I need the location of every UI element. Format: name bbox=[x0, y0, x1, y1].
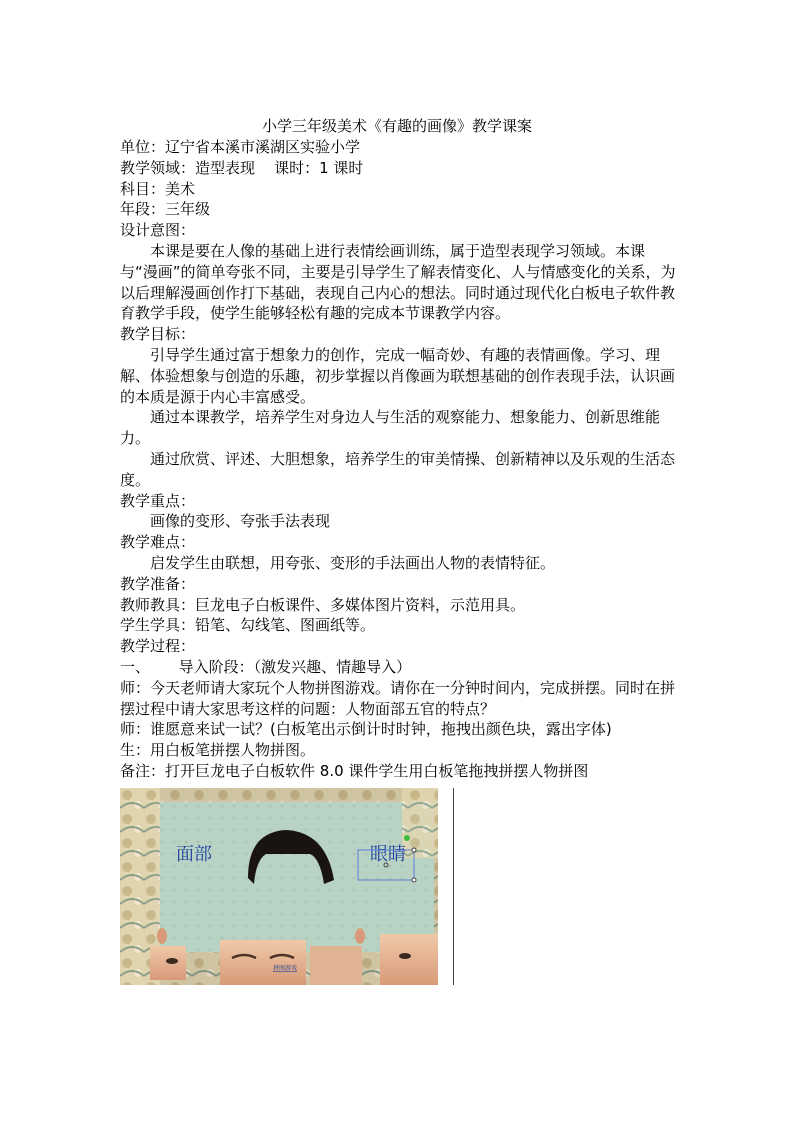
goal-paragraph-3: 通过欣赏、评述、大胆想象，培养学生的审美情操、创新精神以及乐观的生活态度。 bbox=[120, 449, 676, 489]
note-line: 备注：打开巨龙电子白板软件 8.0 课件学生用白板笔拖拽拼摆人物拼图 bbox=[120, 761, 589, 780]
domain-line: 教学领域：造型表现 课时：1 课时 bbox=[120, 158, 364, 177]
svg-text:面部: 面部 bbox=[176, 844, 212, 865]
document-title: 小学三年级美术《有趣的画像》教学课案 bbox=[261, 117, 532, 135]
unit-line: 单位：辽宁省本溪市溪湖区实验小学 bbox=[120, 138, 361, 156]
difficulty-paragraph: 启发学生由联想，用夸张、变形的手法画出人物的表情特征。 bbox=[150, 553, 556, 572]
process-heading: 教学过程： bbox=[120, 637, 196, 656]
prep-teacher: 教师教具：巨龙电子白板课件、多媒体图片资料，示范用具。 bbox=[120, 595, 526, 614]
board-canvas bbox=[154, 802, 434, 952]
prep-heading: 教学准备： bbox=[120, 574, 196, 593]
goal-paragraph-2: 通过本课教学，培养学生对身边人与生活的观察能力、想象能力、创新思维能力。 bbox=[120, 408, 661, 448]
difficulty-heading: 教学难点： bbox=[120, 533, 196, 552]
teacher-line-2: 师：谁愿意来试一试？(白板笔出示倒计时时钟，拖拽出颜色块，露出字体) bbox=[120, 720, 612, 739]
label-eyes bbox=[370, 844, 406, 865]
rotate-handle-icon bbox=[404, 835, 410, 841]
vertical-divider bbox=[453, 788, 454, 985]
key-heading: 教学重点： bbox=[120, 491, 196, 510]
subject-line: 科目：美术 bbox=[120, 179, 196, 198]
design-paragraph: 本课是要在人像的基础上进行表情绘画训练，属于造型表现学习领域。本课与“漫画”的简单夸张不同，主要是引导学生了解表情变化、人与情感变化的关系，为以后理解漫画创作打下基础，表现自己内心的想法。同时通过现代化白板电子软件教育教学手段，使学生能够轻松有趣的完成本节课教学内容。 bbox=[120, 241, 676, 323]
puzzle-game-button[interactable] bbox=[273, 964, 297, 972]
goal-paragraph-1: 引导学生通过富于想象力的创作，完成一幅奇妙、有趣的表情画像。学习、理解、体验想象与创造的乐趣，初步掌握以肖像画为联想基础的创作表现手法，认识画的本质是源于内心丰富感受。 bbox=[120, 345, 676, 406]
key-paragraph: 画像的变形、夸张手法表现 bbox=[150, 512, 331, 531]
whiteboard-screenshot bbox=[120, 788, 438, 985]
grade-line: 年段：三年级 bbox=[120, 200, 211, 219]
student-line-1: 生：用白板笔拼摆人物拼图。 bbox=[120, 741, 316, 760]
label-face bbox=[176, 844, 212, 865]
design-heading: 设计意图： bbox=[120, 221, 196, 240]
whiteboard-drawing bbox=[120, 788, 438, 985]
prep-student: 学生学具：铅笔、勾线笔、图画纸等。 bbox=[120, 616, 376, 635]
svg-text:拼图游戏: 拼图游戏 bbox=[273, 965, 298, 972]
teacher-line-1: 师：今天老师请大家玩个人物拼图游戏。请你在一分钟时间内，完成拼摆。同时在拼摆过程中请大家思考这样的问题：人物面部五官的特点？ bbox=[120, 678, 676, 718]
svg-text:眼睛: 眼睛 bbox=[370, 844, 406, 865]
goal-heading: 教学目标： bbox=[120, 325, 196, 344]
document-body bbox=[120, 137, 676, 782]
stage-one-line: 一、 导入阶段：（激发兴趣、情趣导入） bbox=[120, 657, 412, 676]
